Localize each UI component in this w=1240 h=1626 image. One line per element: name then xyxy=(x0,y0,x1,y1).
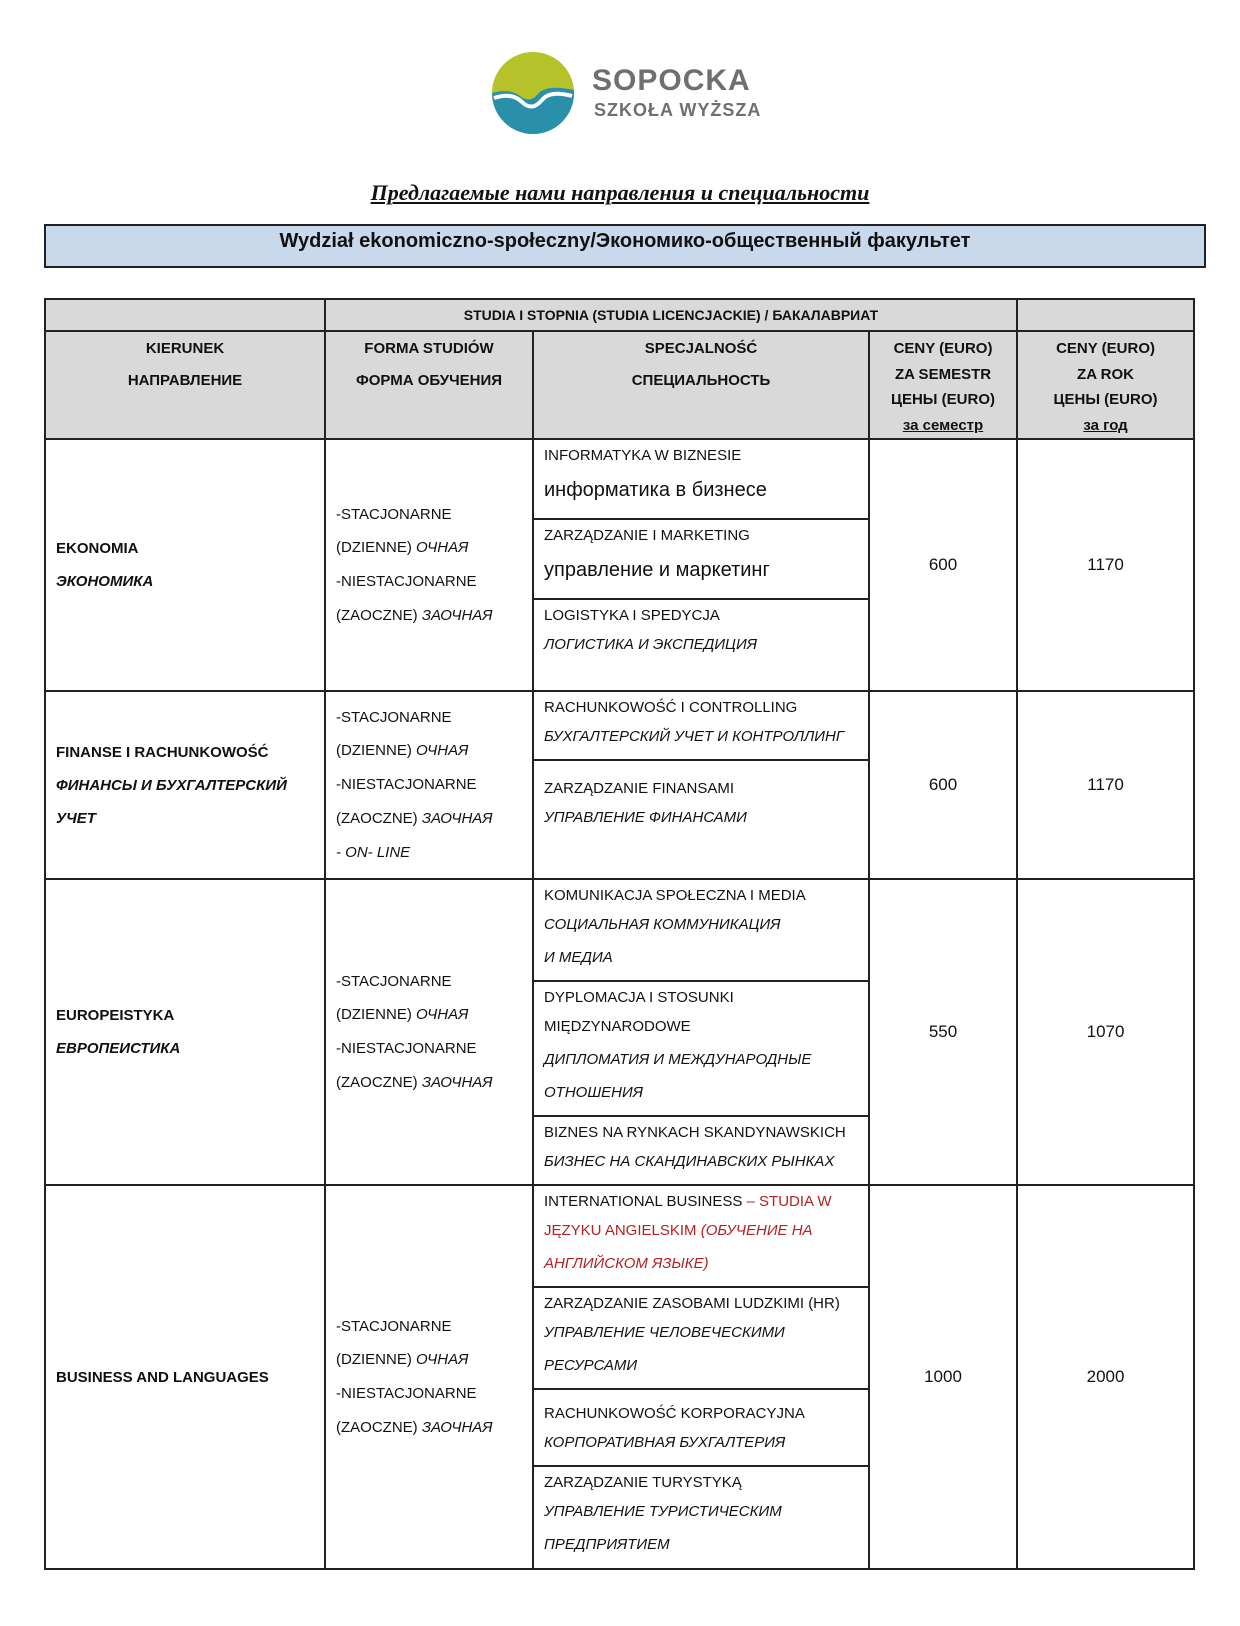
kierunek-ru: ЕВРОПЕИСТИКА xyxy=(56,1040,181,1057)
forma-line: -STACJONARNE xyxy=(336,505,452,523)
spec-ru: ЛОГИСТИКА И ЭКСПЕДИЦИЯ xyxy=(544,636,757,653)
kierunek-pl: EKONOMIA xyxy=(56,540,139,557)
forma-text-ru: ОЧНАЯ xyxy=(416,1006,469,1024)
kierunek-ru: УЧЕТ xyxy=(56,809,96,827)
forma-cell xyxy=(325,1185,533,1569)
header-year-line1: CENY (EURO) xyxy=(1056,340,1155,357)
forma-line: -STACJONARNE xyxy=(336,708,452,726)
spec-pl: ZARZĄDZANIE I MARKETING xyxy=(544,527,750,544)
spec-pl: KOMUNIKACJA SPOŁECZNA I MEDIA xyxy=(544,887,806,904)
forma-line: -NIESTACJONARNE xyxy=(336,573,477,590)
spec-item xyxy=(534,1390,868,1467)
forma-text: (DZIENNE) xyxy=(336,742,416,760)
forma-line: -NIESTACJONARNE xyxy=(336,1040,477,1057)
forma-text: (DZIENNE) xyxy=(336,539,416,557)
spec-pl: MIĘDZYNARODOWE xyxy=(544,1018,691,1035)
forma-line xyxy=(336,802,532,836)
kierunek-ru: ФИНАНСЫ И БУХГАЛТЕРСКИЙ xyxy=(56,776,287,794)
spec-item xyxy=(534,1288,868,1390)
header-sem-line1: CENY (EURO) xyxy=(893,340,993,357)
forma-line xyxy=(336,531,532,565)
spec-item xyxy=(534,1186,868,1288)
spec-ru: ДИПЛОМАТИЯ И МЕЖДУНАРОДНЫЕ xyxy=(544,1051,812,1068)
forma-line: -STACJONARNE xyxy=(336,1317,452,1335)
spec-ru: УПРАВЛЕНИЕ ФИНАНСАМИ xyxy=(544,809,747,826)
forma-line xyxy=(336,1411,532,1445)
spec-ru: управление и маркетинг xyxy=(544,559,770,581)
spec-ru: КОРПОРАТИВНАЯ БУХГАЛТЕРИЯ xyxy=(544,1434,786,1451)
kierunek-ru: ЭКОНОМИКА xyxy=(56,573,154,590)
forma-text: (DZIENNE) xyxy=(336,1351,416,1369)
price-year: 2000 xyxy=(1017,1185,1194,1569)
kierunek-cell xyxy=(45,1185,325,1569)
level-header: STUDIA I STOPNIA (STUDIA LICENCJACKIE) / БАКАЛАВРИАТ xyxy=(325,299,1017,331)
header-blank-cell xyxy=(1017,299,1194,331)
kierunek-cell xyxy=(45,439,325,691)
price-semester: 600 xyxy=(869,691,1017,879)
spec-note-red xyxy=(544,1214,858,1247)
price-year: 1170 xyxy=(1017,691,1194,879)
spec-cell xyxy=(533,879,869,1185)
header-price-year xyxy=(1017,331,1194,439)
forma-line xyxy=(336,1343,532,1377)
price-year: 1070 xyxy=(1017,879,1194,1185)
spec-ru: РЕСУРСАМИ xyxy=(544,1357,638,1374)
spec-ru: ПРЕДПРИЯТИЕМ xyxy=(544,1536,670,1553)
table-level-header-row xyxy=(45,299,1194,331)
price-semester: 1000 xyxy=(869,1185,1017,1569)
spec-pl: ZARZĄDZANIE FINANSAMI xyxy=(544,780,735,797)
header-year-line3: ЦЕНЫ (EURO) xyxy=(1053,391,1158,408)
spec-note-red-text: JĘZYKU ANGIELSKIM xyxy=(544,1222,701,1239)
spec-pl xyxy=(544,1190,858,1214)
forma-text-ru: ОЧНАЯ xyxy=(416,1351,469,1369)
header-blank-cell xyxy=(45,299,325,331)
forma-text-ru: ЗАОЧНАЯ xyxy=(421,809,493,827)
spec-item xyxy=(534,692,868,761)
spec-pl: LOGISTYKA I SPEDYCJA xyxy=(544,607,720,624)
spec-ru: БИЗНЕС НА СКАНДИНАВСКИХ РЫНКАХ xyxy=(544,1153,835,1170)
forma-cell xyxy=(325,879,533,1185)
header-year-line2: ZA ROK xyxy=(1077,365,1134,383)
forma-text: (ZAOCZNE) xyxy=(336,606,422,624)
forma-line xyxy=(336,599,532,633)
spec-pl: RACHUNKOWOŚĆ I CONTROLLING xyxy=(544,699,798,716)
spec-item xyxy=(534,520,868,600)
table-header-row xyxy=(45,331,1194,439)
header-sem-line4: за семестр xyxy=(902,416,984,434)
forma-text: (ZAOCZNE) xyxy=(336,809,422,827)
logo-text-line1: SOPOCKA xyxy=(592,64,751,97)
spec-item xyxy=(534,440,868,520)
header-sem-line3: ЦЕНЫ (EURO) xyxy=(891,391,995,408)
forma-line: - ON- LINE xyxy=(336,843,411,861)
forma-line xyxy=(336,998,532,1032)
forma-line xyxy=(336,1066,532,1100)
forma-line: -NIESTACJONARNE xyxy=(336,776,477,794)
spec-ru: И МЕДИА xyxy=(544,949,613,966)
forma-text-ru: ЗАОЧНАЯ xyxy=(421,606,493,624)
logo-text-line2: SZKOŁA WYŻSZA xyxy=(594,100,762,120)
header-kierunek-pl: KIERUNEK xyxy=(145,340,225,357)
price-semester: 600 xyxy=(869,439,1017,691)
spec-pl: ZARZĄDZANIE TURYSTYKĄ xyxy=(544,1474,742,1491)
forma-text-ru: ОЧНАЯ xyxy=(416,742,469,760)
page-title: Предлагаемые нами направления и специальности xyxy=(370,180,870,205)
forma-text: (ZAOCZNE) xyxy=(336,1418,422,1436)
table-row xyxy=(45,1185,1194,1569)
faculty-banner: Wydział ekonomiczno-społeczny/Экономико-общественный факультет xyxy=(44,224,1206,268)
spec-cell xyxy=(533,1185,869,1569)
spec-item xyxy=(534,1117,868,1184)
forma-cell xyxy=(325,439,533,691)
spec-note-red: – STUDIA W xyxy=(742,1193,832,1210)
spec-pl: INFORMATYKA W BIZNESIE xyxy=(544,447,742,464)
kierunek-cell xyxy=(45,879,325,1185)
spec-ru: УПРАВЛЕНИЕ ЧЕЛОВЕЧЕСКИМИ xyxy=(544,1324,785,1341)
table-row xyxy=(45,879,1194,1185)
header-year-line4: за год xyxy=(1083,416,1128,434)
spec-ru: БУХГАЛТЕРСКИЙ УЧЕТ И КОНТРОЛЛИНГ xyxy=(544,728,844,745)
spec-ru: СОЦИАЛЬНАЯ КОММУНИКАЦИЯ xyxy=(544,916,781,933)
spec-cell xyxy=(533,439,869,691)
forma-text-ru: ЗАОЧНАЯ xyxy=(421,1418,493,1436)
header-price-semester xyxy=(869,331,1017,439)
spec-item xyxy=(534,761,868,840)
header-spec-ru: СПЕЦИАЛЬНОСТЬ xyxy=(631,371,771,389)
programs-table xyxy=(44,298,1195,1570)
forma-line: -STACJONARNE xyxy=(336,972,452,990)
logo-emblem-icon xyxy=(490,50,576,136)
spec-pl: RACHUNKOWOŚĆ KORPORACYJNA xyxy=(544,1405,805,1422)
forma-text: (ZAOCZNE) xyxy=(336,1073,422,1091)
spec-pl-text: INTERNATIONAL BUSINESS xyxy=(544,1193,743,1210)
header-forma xyxy=(325,331,533,439)
kierunek-pl: FINANSE I RACHUNKOWOŚĆ xyxy=(56,743,269,761)
header-spec-pl: SPECJALNOŚĆ xyxy=(644,340,758,357)
price-year: 1170 xyxy=(1017,439,1194,691)
forma-text: (DZIENNE) xyxy=(336,1006,416,1024)
kierunek-pl: EUROPEISTYKA xyxy=(56,1007,175,1024)
kierunek-pl: BUSINESS AND LANGUAGES xyxy=(56,1368,269,1386)
spec-item xyxy=(534,1467,868,1567)
spec-ru: ОТНОШЕНИЯ xyxy=(544,1084,643,1101)
forma-text-ru: ЗАОЧНАЯ xyxy=(421,1073,493,1091)
spec-item xyxy=(534,600,868,667)
header-sem-line2: ZA SEMESTR xyxy=(894,365,992,383)
header-kierunek-ru: НАПРАВЛЕНИЕ xyxy=(127,371,243,389)
price-semester: 550 xyxy=(869,879,1017,1185)
table-row xyxy=(45,439,1194,691)
table-row xyxy=(45,691,1194,879)
forma-text-ru: ОЧНАЯ xyxy=(416,539,469,557)
spec-note-red-ru: АНГЛИЙСКОМ ЯЗЫКЕ) xyxy=(544,1255,709,1272)
spec-pl: DYPLOMACJA I STOSUNKI xyxy=(544,989,734,1006)
spec-pl: BIZNES NA RYNKACH SKANDYNAWSKICH xyxy=(544,1124,846,1141)
school-logo xyxy=(490,50,762,136)
header-forma-ru: ФОРМА ОБУЧЕНИЯ xyxy=(355,371,503,389)
spec-ru: УПРАВЛЕНИЕ ТУРИСТИЧЕСКИМ xyxy=(544,1503,782,1520)
forma-line: -NIESTACJONARNE xyxy=(336,1385,477,1402)
spec-note-red-ru: (ОБУЧЕНИЕ НА xyxy=(700,1222,813,1239)
header-kierunek xyxy=(45,331,325,439)
header-forma-pl: FORMA STUDIÓW xyxy=(364,340,494,357)
kierunek-cell xyxy=(45,691,325,879)
forma-line xyxy=(336,734,532,768)
spec-cell xyxy=(533,691,869,879)
spec-item xyxy=(534,880,868,982)
header-spec xyxy=(533,331,869,439)
forma-cell xyxy=(325,691,533,879)
spec-pl: ZARZĄDZANIE ZASOBAMI LUDZKIMI (HR) xyxy=(544,1295,840,1312)
spec-item xyxy=(534,982,868,1117)
spec-ru: информатика в бизнесе xyxy=(544,479,767,501)
